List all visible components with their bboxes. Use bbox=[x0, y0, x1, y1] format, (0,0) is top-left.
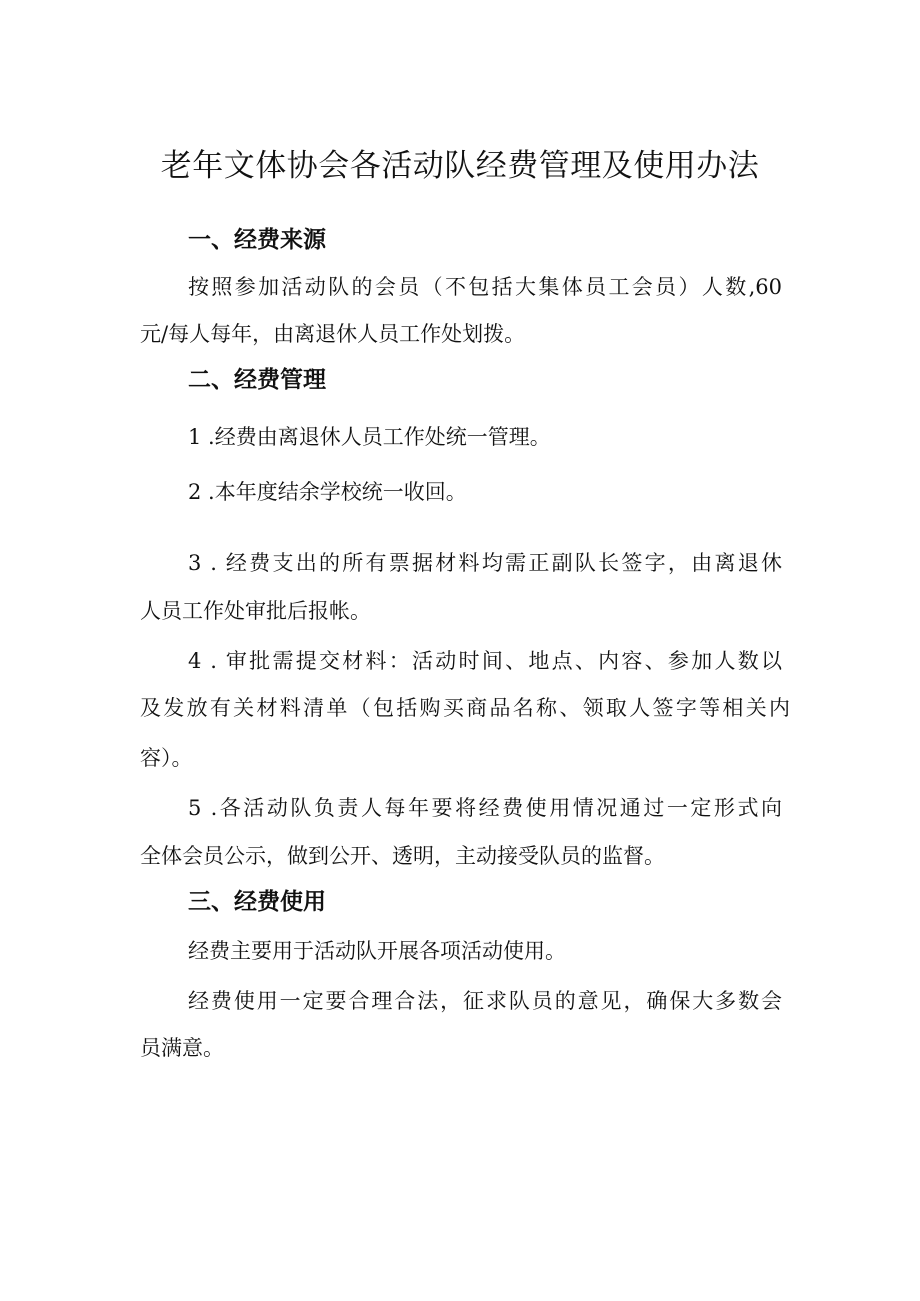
paragraph-line: 人员工作处审批后报帐。 bbox=[140, 599, 371, 623]
section-heading-funding-management: 二、经费管理 bbox=[188, 367, 326, 393]
document-title: 老年文体协会各活动队经费管理及使用办法 bbox=[160, 148, 760, 184]
paragraph-line: 经费使用一定要合理合法，征求队员的意见，确保大多数会 bbox=[188, 989, 782, 1013]
paragraph-line: 全体会员公示，做到公开、透明，主动接受队员的监督。 bbox=[140, 844, 665, 868]
paragraph-line: 及发放有关材料清单（包括购买商品名称、领取人签字等相关内 bbox=[140, 696, 790, 720]
list-item: 1 .经费由离退休人员工作处统一管理。 bbox=[188, 425, 551, 449]
section-heading-funding-usage: 三、经费使用 bbox=[188, 889, 326, 915]
list-item: 2 .本年度结余学校统一收回。 bbox=[188, 480, 467, 504]
paragraph-line: 经费主要用于活动队开展各项活动使用。 bbox=[188, 939, 566, 963]
list-item: 3 . 经费支出的所有票据材料均需正副队长签字，由离退休 bbox=[188, 551, 782, 575]
list-item: 5 .各活动队负责人每年要将经费使用情况通过一定形式向 bbox=[188, 796, 782, 820]
list-item: 4 . 审批需提交材料：活动时间、地点、内容、参加人数以 bbox=[188, 649, 782, 673]
paragraph-line: 按照参加活动队的会员（不包括大集体员工会员）人数,60 bbox=[188, 275, 782, 299]
paragraph-line: 员满意。 bbox=[140, 1036, 224, 1060]
paragraph-line: 元/每人每年，由离退休人员工作处划拨。 bbox=[140, 322, 526, 346]
section-heading-funding-source: 一、经费来源 bbox=[188, 227, 326, 253]
paragraph-line: 容）。 bbox=[140, 746, 193, 770]
